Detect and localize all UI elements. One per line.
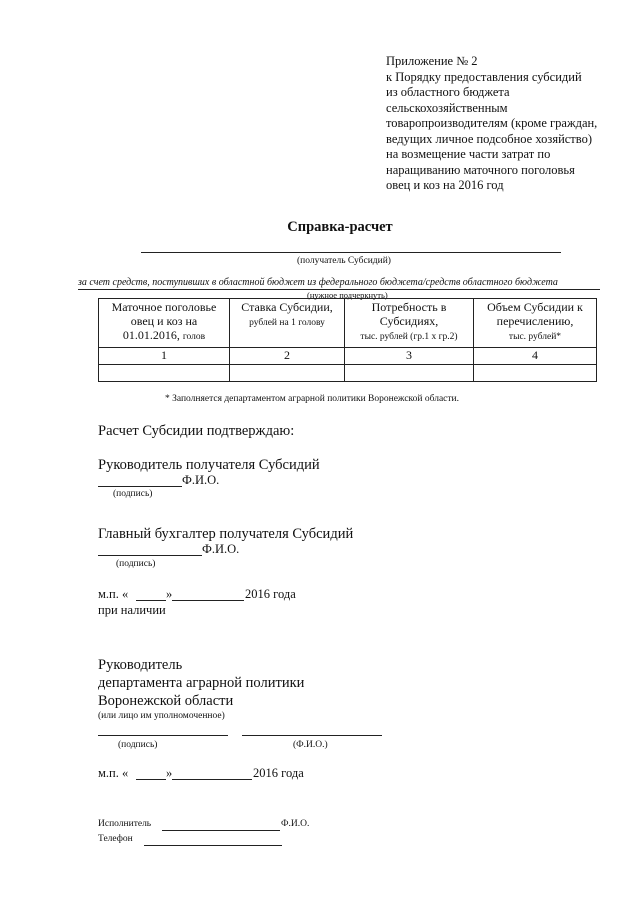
appendix-line: на возмещение части затрат по bbox=[386, 147, 551, 161]
stamp2-year: 2016 года bbox=[253, 766, 304, 780]
dept-fio-caption: (Ф.И.О.) bbox=[293, 740, 328, 750]
table-cell[interactable] bbox=[474, 365, 597, 382]
footnote: * Заполняется департаментом аграрной политики Воронежской области. bbox=[165, 394, 460, 404]
header-unit: тыс. рублей* bbox=[508, 332, 562, 342]
stamp2-mp: м.п. « bbox=[98, 766, 129, 780]
table-header-cell bbox=[230, 299, 345, 348]
appendix-line: из областного бюджета bbox=[386, 85, 510, 99]
header-main: Объем Субсидии к перечислению, bbox=[487, 300, 583, 328]
table-header-row bbox=[99, 299, 597, 348]
header-unit: рублей на 1 голову bbox=[249, 318, 325, 328]
accountant-signature-caption: (подпись) bbox=[116, 559, 156, 569]
stamp2-quote: » bbox=[166, 766, 173, 780]
accountant-signature-line[interactable] bbox=[98, 555, 202, 556]
table-row bbox=[99, 365, 597, 382]
table-cell: 4 bbox=[474, 348, 597, 365]
accountant-fio: Ф.И.О. bbox=[202, 542, 240, 556]
stamp1-day-line[interactable] bbox=[136, 600, 166, 601]
dept-proxy: (или лицо им уполномоченное) bbox=[98, 711, 225, 721]
appendix-line: наращиванию маточного поголовья bbox=[386, 162, 575, 177]
appendix-line: Приложение № 2 bbox=[386, 54, 478, 68]
table-cell: 2 bbox=[230, 348, 345, 365]
calculation-table bbox=[98, 298, 597, 382]
stamp1-quote: » bbox=[166, 587, 173, 601]
header-main: Потребность в Субсидиях, bbox=[371, 300, 447, 328]
dept-fio-line[interactable] bbox=[242, 735, 382, 736]
dept-line1: Руководитель bbox=[98, 657, 183, 673]
head-signature-line[interactable] bbox=[98, 486, 182, 487]
stamp1-if-any: при наличии bbox=[98, 603, 166, 617]
appendix-line: сельскохозяйственным bbox=[386, 100, 508, 115]
funds-source-text: за счет средств, поступивших в областной бюджет из федерального бюджета/средств областного бюджета bbox=[78, 277, 558, 288]
header-main: Ставка Субсидии, bbox=[241, 300, 333, 314]
table-cell: 3 bbox=[345, 348, 474, 365]
stamp1-month-line[interactable] bbox=[172, 600, 244, 601]
appendix-block bbox=[386, 54, 626, 194]
header-main: Маточное поголовье овец и коз на 01.01.2016, bbox=[111, 300, 217, 342]
phone-label: Телефон bbox=[98, 834, 133, 844]
dept-line3: Воронежской области bbox=[98, 693, 234, 709]
confirm-heading: Расчет Субсидии подтверждаю: bbox=[98, 423, 295, 439]
table-cell[interactable] bbox=[99, 365, 230, 382]
appendix-line: товаропроизводителям (кроме граждан, bbox=[386, 116, 598, 130]
dept-signature-caption: (подпись) bbox=[118, 740, 158, 750]
table-cell: 1 bbox=[99, 348, 230, 365]
appendix-line: к Порядку предоставления субсидий bbox=[386, 69, 582, 84]
executor-label: Исполнитель bbox=[98, 819, 152, 829]
appendix-line: ведущих личное подсобное хозяйство) bbox=[386, 131, 592, 146]
stamp2-month-line[interactable] bbox=[172, 779, 252, 780]
document-title: Справка-расчет bbox=[287, 219, 393, 235]
recipient-caption: (получатель Субсидий) bbox=[297, 256, 391, 266]
table-header-cell bbox=[345, 299, 474, 348]
executor-fio: Ф.И.О. bbox=[281, 819, 310, 829]
table-number-row bbox=[99, 348, 597, 365]
table-header-cell bbox=[474, 299, 597, 348]
executor-line[interactable] bbox=[162, 830, 280, 831]
strike-caption: (нужное подчеркнуть) bbox=[307, 290, 388, 300]
stamp1-year: 2016 года bbox=[245, 587, 296, 601]
accountant-title: Главный бухгалтер получателя Субсидий bbox=[98, 526, 354, 542]
head-signature-caption: (подпись) bbox=[113, 489, 153, 499]
phone-line[interactable] bbox=[144, 845, 282, 846]
dept-signature-line[interactable] bbox=[98, 735, 228, 736]
stamp2-day-line[interactable] bbox=[136, 779, 166, 780]
table-cell[interactable] bbox=[345, 365, 474, 382]
head-title: Руководитель получателя Субсидий bbox=[98, 457, 320, 473]
header-unit: голов bbox=[182, 332, 206, 342]
header-unit: тыс. рублей (гр.1 х гр.2) bbox=[360, 332, 458, 342]
head-fio: Ф.И.О. bbox=[182, 473, 220, 487]
appendix-line: овец и коз на 2016 год bbox=[386, 178, 504, 192]
table-cell[interactable] bbox=[230, 365, 345, 382]
table-header-cell bbox=[99, 299, 230, 348]
dept-line2: департамента аграрной политики bbox=[98, 675, 305, 691]
stamp1-mp: м.п. « bbox=[98, 587, 129, 601]
recipient-line bbox=[141, 252, 561, 253]
